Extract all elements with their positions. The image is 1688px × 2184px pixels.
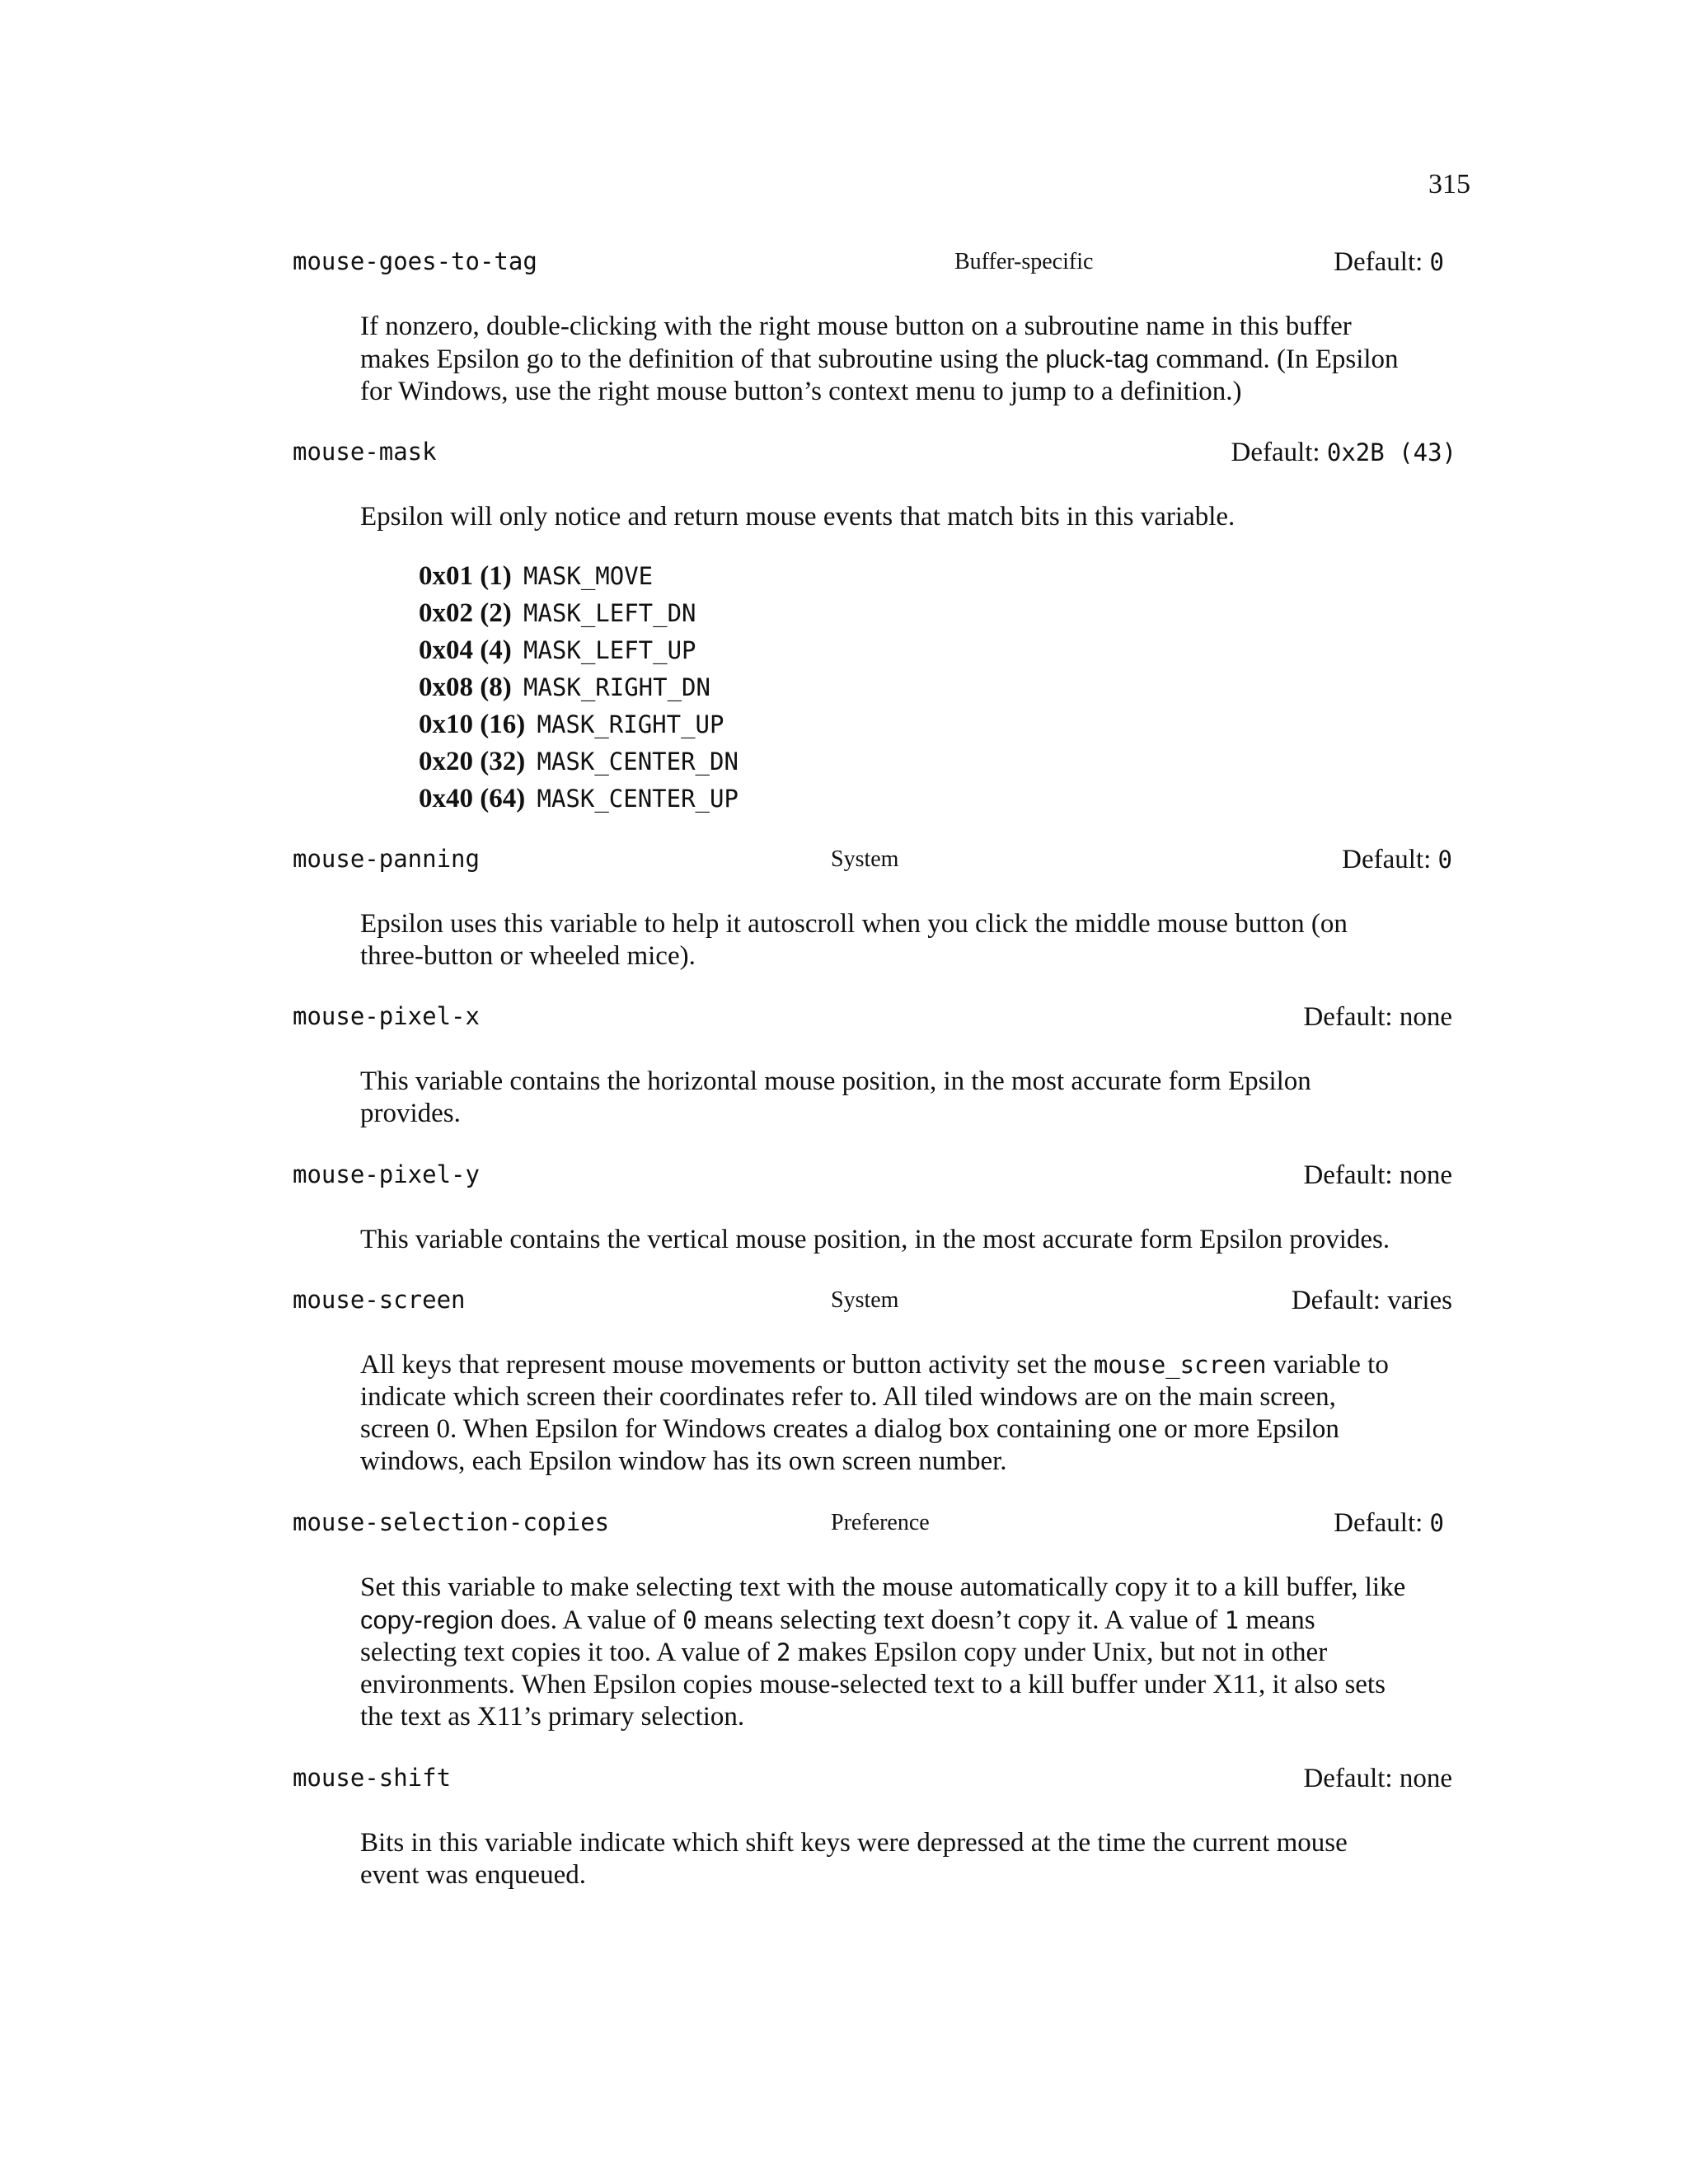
mask-code: 0x02 (2) [419,598,512,628]
variable-description: Epsilon uses this variable to help it autoscroll when you click the middle mouse button (on three-button or wheeled mice). [360,909,1348,971]
variable-name: mouse-mask [293,438,437,466]
list-item [419,669,1451,706]
list-item [419,632,1451,669]
mask-bit-list [419,558,1451,818]
variable-name: mouse-panning [293,845,480,873]
variable-default: Default: varies [1291,1286,1452,1315]
variable-entry-mouse-screen [293,1286,1451,1478]
mask-code: 0x20 (32) [419,747,526,776]
list-item [419,558,1451,595]
value-literal: 0 [682,1606,697,1634]
variable-default: Default: 0 [1342,845,1452,874]
default-value: 0x2B (43) [1326,438,1456,466]
entry-header [293,247,1451,284]
variable-description: If nonzero, double-clicking with the right mouse button on a subroutine name in this buffer makes Epsilon go to the definition of that subroutine using the pluck-tag command. (In Epsilon for Windows, use the right mouse button’s context menu to jump to a definition.) [360,312,1399,406]
variable-default: Default: none [1303,1002,1452,1032]
mask-code: 0x08 (8) [419,673,512,702]
default-value: 0 [1437,846,1452,874]
list-item [419,743,1451,780]
variable-default: Default: none [1303,1764,1452,1793]
mask-constant: MASK_MOVE [523,562,654,590]
variable-entry-mouse-goes-to-tag [293,247,1451,408]
default-value: 0 [1429,248,1444,276]
variable-entry-mouse-pixel-x [293,1002,1451,1130]
variable-type: Buffer-specific [954,249,1094,274]
mask-constant: MASK_RIGHT_UP [537,710,724,738]
mask-code: 0x04 (4) [419,635,512,665]
variable-name: mouse-goes-to-tag [293,247,537,275]
variable-name: mouse-screen [293,1286,466,1314]
variable-default: Default: 0x2B (43) [1231,438,1456,467]
variable-description: Epsilon will only notice and return mouse events that match bits in this variable. [360,502,1236,532]
variable-default: Default: 0 [1334,1508,1444,1538]
variable-reference: mouse_screen [1093,1351,1267,1379]
variable-type: Preference [831,1510,930,1535]
default-value: 0 [1429,1509,1444,1537]
list-item [419,706,1451,743]
entry-header [293,845,1451,881]
variable-entry-mouse-mask [293,438,1456,818]
variable-description: This variable contains the vertical mouse position, in the most accurate form Epsilon provides. [360,1225,1390,1254]
variable-description: Bits in this variable indicate which shift keys were depressed at the time the current mouse event was enqueued. [360,1828,1348,1890]
mask-code: 0x10 (16) [419,710,526,739]
variable-name: mouse-pixel-x [293,1002,480,1030]
entry-header [293,1764,1451,1800]
variable-entry-mouse-pixel-y [293,1160,1451,1256]
list-item [419,780,1451,818]
variable-entry-mouse-panning [293,845,1451,972]
mask-constant: MASK_RIGHT_DN [523,673,710,701]
entry-header [293,1002,1451,1038]
entry-header [293,1508,1451,1544]
command-name: copy-region [360,1605,494,1634]
variable-description: Set this variable to make selecting text with the mouse automatically copy it to a kill buffer, like copy-region does. A value of 0 means selecting text doesn’t copy it. A value of 1 means selecting text copies it too. A value of 2 makes Epsilon copy under Unix, but not in other environments. When Epsilon copies mouse-selected text to a kill buffer under X11, it also sets the text as X11’s primary selection. [360,1572,1406,1732]
variable-description: All keys that represent mouse movements or button activity set the mouse_screen variable to indicate which screen their coordinates refer to. All tiled windows are on the main screen, screen 0. When Epsilon for Windows creates a dialog box containing one or more Epsilon windows, each Epsilon window has its own screen number. [360,1350,1389,1476]
entry-header [293,1160,1451,1197]
variable-entry-mouse-selection-copies [293,1508,1451,1733]
entry-header [293,438,1456,474]
variable-name: mouse-selection-copies [293,1508,610,1536]
command-name: pluck-tag [1045,344,1150,373]
variable-name: mouse-pixel-y [293,1160,480,1188]
mask-code: 0x40 (64) [419,784,526,813]
variable-entry-mouse-shift [293,1764,1451,1891]
variable-type: System [831,1287,899,1313]
mask-code: 0x01 (1) [419,561,512,591]
list-item [419,595,1451,632]
entry-header [293,1286,1451,1322]
variable-description: This variable contains the horizontal mouse position, in the most accurate form Epsilon provides. [360,1066,1311,1128]
mask-constant: MASK_LEFT_DN [523,599,696,627]
value-literal: 1 [1224,1606,1240,1634]
variable-type: System [831,846,899,872]
variable-default: Default: 0 [1334,247,1444,277]
variable-default: Default: none [1303,1160,1452,1190]
page-number: 315 [1428,169,1470,199]
value-literal: 2 [776,1638,791,1666]
mask-constant: MASK_CENTER_UP [537,785,738,813]
mask-constant: MASK_LEFT_UP [523,636,696,664]
mask-constant: MASK_CENTER_DN [537,748,738,776]
variable-name: mouse-shift [293,1764,452,1792]
